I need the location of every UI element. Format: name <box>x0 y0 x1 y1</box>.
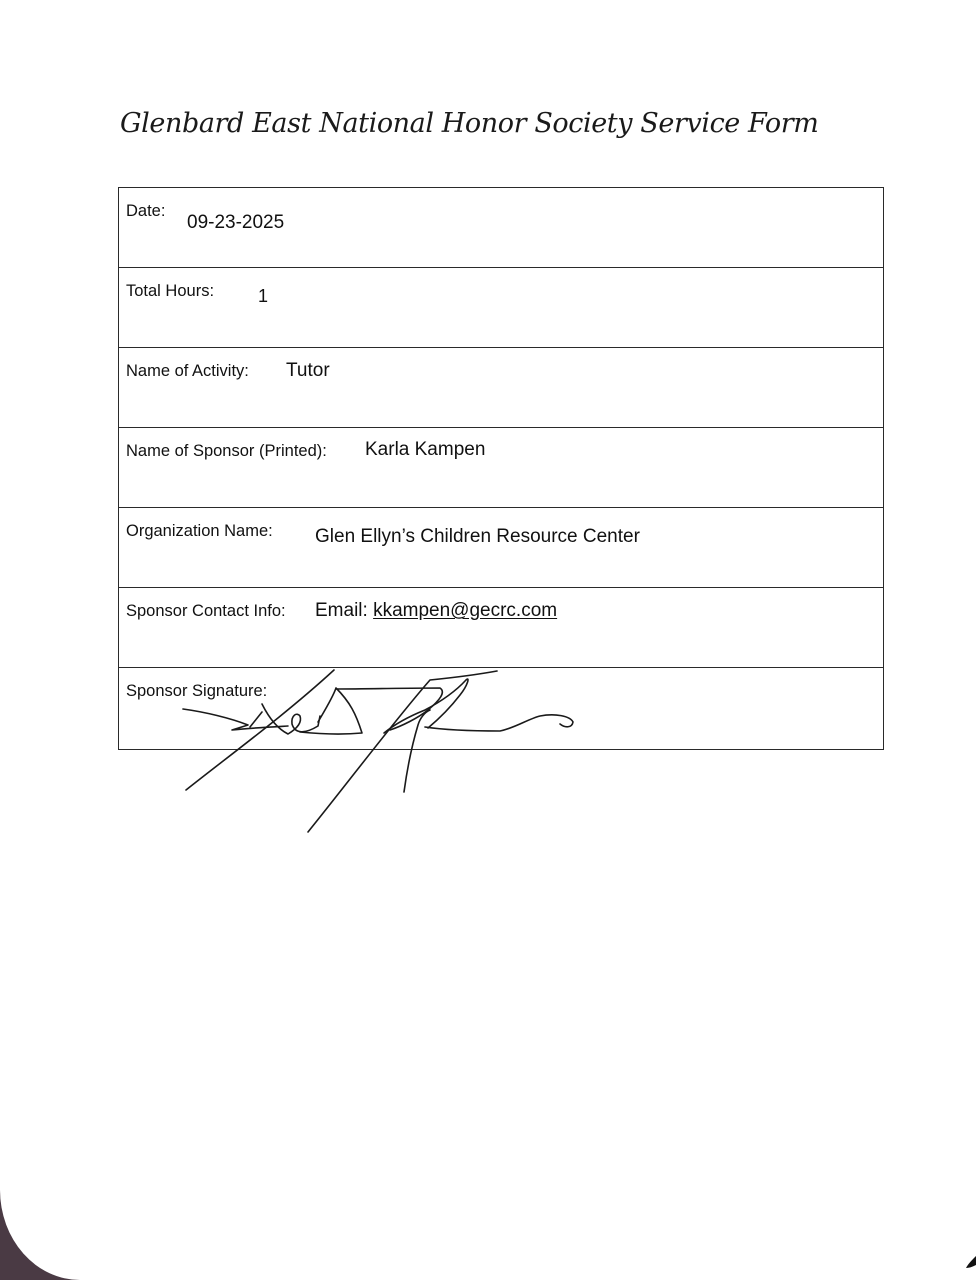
corner-mark-right <box>962 1240 976 1280</box>
row-organization <box>119 508 883 588</box>
page-title: Glenbard East National Honor Society Service Form <box>120 108 819 139</box>
row-date <box>119 188 883 268</box>
organization-value: Glen Ellyn’s Children Resource Center <box>315 526 640 547</box>
organization-label: Organization Name: <box>126 522 273 540</box>
date-label: Date: <box>126 202 166 220</box>
sponsor-name-value: Karla Kampen <box>365 439 486 460</box>
date-value: 09-23-2025 <box>187 212 285 233</box>
row-contact <box>119 588 883 668</box>
total-hours-value: 1 <box>258 286 269 306</box>
contact-label: Sponsor Contact Info: <box>126 602 286 620</box>
row-signature <box>119 668 883 749</box>
row-total-hours <box>119 268 883 348</box>
email-link[interactable]: kkampen@gecrc.com <box>373 600 558 621</box>
service-form-table <box>118 187 884 750</box>
signature-label: Sponsor Signature: <box>126 682 268 700</box>
total-hours-label: Total Hours: <box>126 282 215 300</box>
sponsor-name-label: Name of Sponsor (Printed): <box>126 442 327 460</box>
contact-value <box>315 600 557 622</box>
row-activity <box>119 348 883 428</box>
email-prefix: Email: <box>315 600 368 621</box>
activity-value: Tutor <box>286 360 330 381</box>
activity-label: Name of Activity: <box>126 362 249 380</box>
row-sponsor-name <box>119 428 883 508</box>
